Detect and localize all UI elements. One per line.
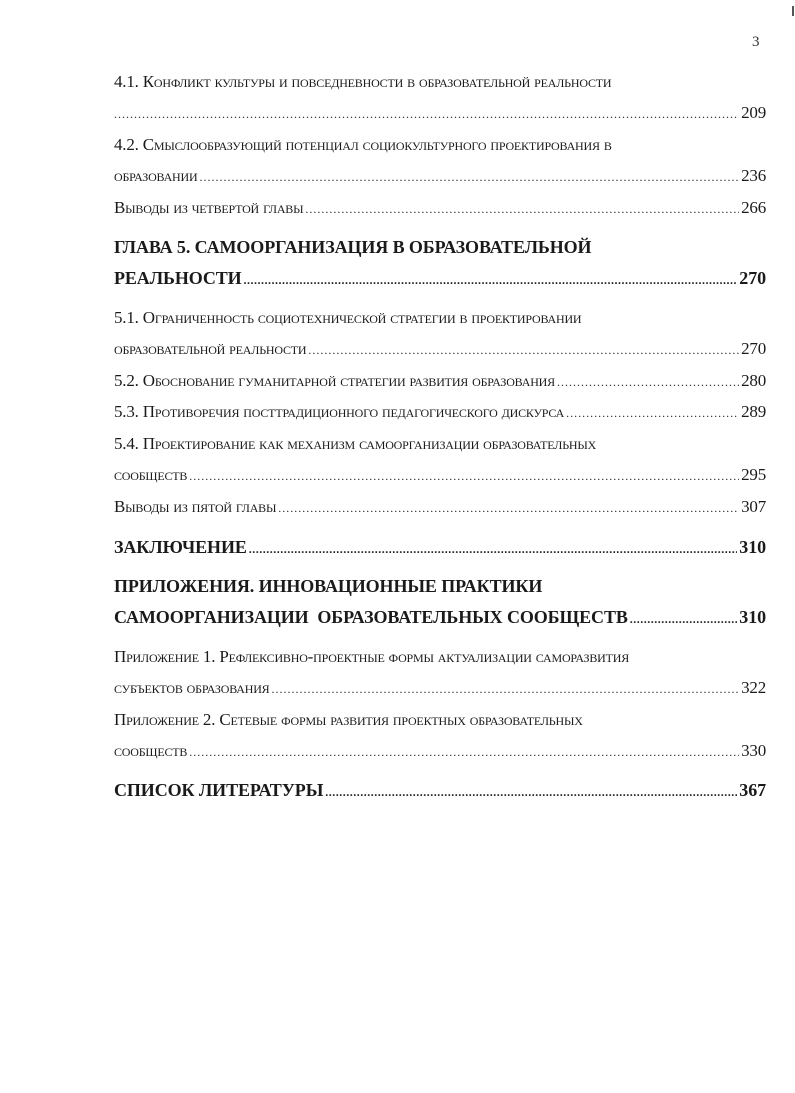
toc-entry-conclusions-ch4[interactable] [114,196,766,220]
toc-entry-title: 5.3. Противоречия посттрадиционного педагогического дискурса [114,402,565,421]
dot-leader [325,780,737,804]
toc-appendices-leader[interactable] [114,605,766,629]
toc-chapter-title: СПИСОК ЛИТЕРАТУРЫ [114,780,324,800]
toc-entry-title: 4.2. Смыслообразующий потенциал социокультурного проектирования в [114,135,612,154]
toc-chapter-title: ПРИЛОЖЕНИЯ. ИННОВАЦИОННЫЕ ПРАКТИКИ [114,576,543,596]
toc-entry-5-3[interactable] [114,400,766,424]
dot-leader [244,268,738,292]
toc-page-number: 270 [741,339,766,358]
toc-entry-conclusions-ch5[interactable] [114,495,766,519]
toc-entry-title: Выводы из четвертой главы [114,198,304,217]
toc-entry-title: 5.2. Обоснование гуманитарной стратегии развития образования [114,371,555,390]
toc-entry-4-1-title[interactable] [114,70,766,94]
dot-leader [199,165,739,189]
toc-chapter-5-title[interactable] [114,235,766,259]
toc-bibliography[interactable] [114,778,766,802]
toc-entry-5-2[interactable] [114,369,766,393]
toc-entry-4-1-leader[interactable] [114,101,766,125]
toc-appendices-title[interactable] [114,574,766,598]
dot-leader [308,338,739,362]
toc-appendix-1-leader[interactable] [114,676,766,700]
toc-page-number: 367 [739,780,766,800]
toc-page-number: 280 [741,371,766,390]
toc-chapter-title: ЗАКЛЮЧЕНИЕ [114,537,247,557]
dot-leader [305,197,739,221]
toc-page-number: 330 [741,741,766,760]
toc-appendix-2-title[interactable] [114,708,766,732]
dot-leader [630,607,738,631]
toc-entry-5-4-title[interactable] [114,432,766,456]
toc-entry-title-cont: сообществ [114,741,188,760]
toc-appendix-2-leader[interactable] [114,739,766,763]
toc-entry-title: 5.4. Проектирование как механизм самоорганизации образовательных [114,434,597,453]
page-number: 3 [752,34,760,50]
dot-leader [566,401,739,425]
dot-leader [278,496,739,520]
toc-page-number: 307 [741,497,766,516]
toc-entry-title-cont: образовании [114,166,198,185]
toc-page-number: 289 [741,402,766,421]
toc-chapter-5-leader[interactable] [114,266,766,290]
toc-page-number: 209 [741,103,766,122]
toc-chapter-title-cont: САМООРГАНИЗАЦИИ ОБРАЗОВАТЕЛЬНЫХ СООБЩЕСТВ [114,607,628,627]
toc-page-number: 310 [739,607,766,627]
toc-entry-title: 5.1. Ограниченность социотехнической стратегии в проектировании [114,308,582,327]
dot-leader [249,537,738,561]
toc-entry-title: Приложение 2. Сетевые формы развития проектных образовательных [114,710,583,729]
toc-entry-title-cont: образовательной реальности [114,339,307,358]
toc-entry-5-4-leader[interactable] [114,463,766,487]
toc-entry-4-2-leader[interactable] [114,164,766,188]
toc-page-number: 322 [741,678,766,697]
scan-artifact [792,6,794,16]
toc-entry-5-1-leader[interactable] [114,337,766,361]
dot-leader [114,102,739,126]
toc-chapter-title-cont: РЕАЛЬНОСТИ [114,268,242,288]
toc-entry-5-1-title[interactable] [114,306,766,330]
dot-leader [557,370,739,394]
toc-entry-title-cont: сообществ [114,465,188,484]
toc-page-number: 270 [739,268,766,288]
dot-leader [189,740,739,764]
toc-entry-title: 4.1. Конфликт культуры и повседневности в образовательной реальности [114,72,612,91]
toc-entry-4-2-title[interactable] [114,133,766,157]
dot-leader [189,464,739,488]
toc-page-number: 295 [741,465,766,484]
toc-entry-title: Выводы из пятой главы [114,497,277,516]
toc-page-number: 236 [741,166,766,185]
dot-leader [271,677,739,701]
toc-conclusion[interactable] [114,535,766,559]
toc-chapter-title: ГЛАВА 5. САМООРГАНИЗАЦИЯ В ОБРАЗОВАТЕЛЬНОЙ [114,237,592,257]
toc-page-number: 310 [739,537,766,557]
toc-appendix-1-title[interactable] [114,645,766,669]
toc-page-number: 266 [741,198,766,217]
toc-entry-title-cont: субъектов образования [114,678,270,697]
toc-entry-title: Приложение 1. Рефлексивно-проектные формы актуализации саморазвития [114,647,629,666]
